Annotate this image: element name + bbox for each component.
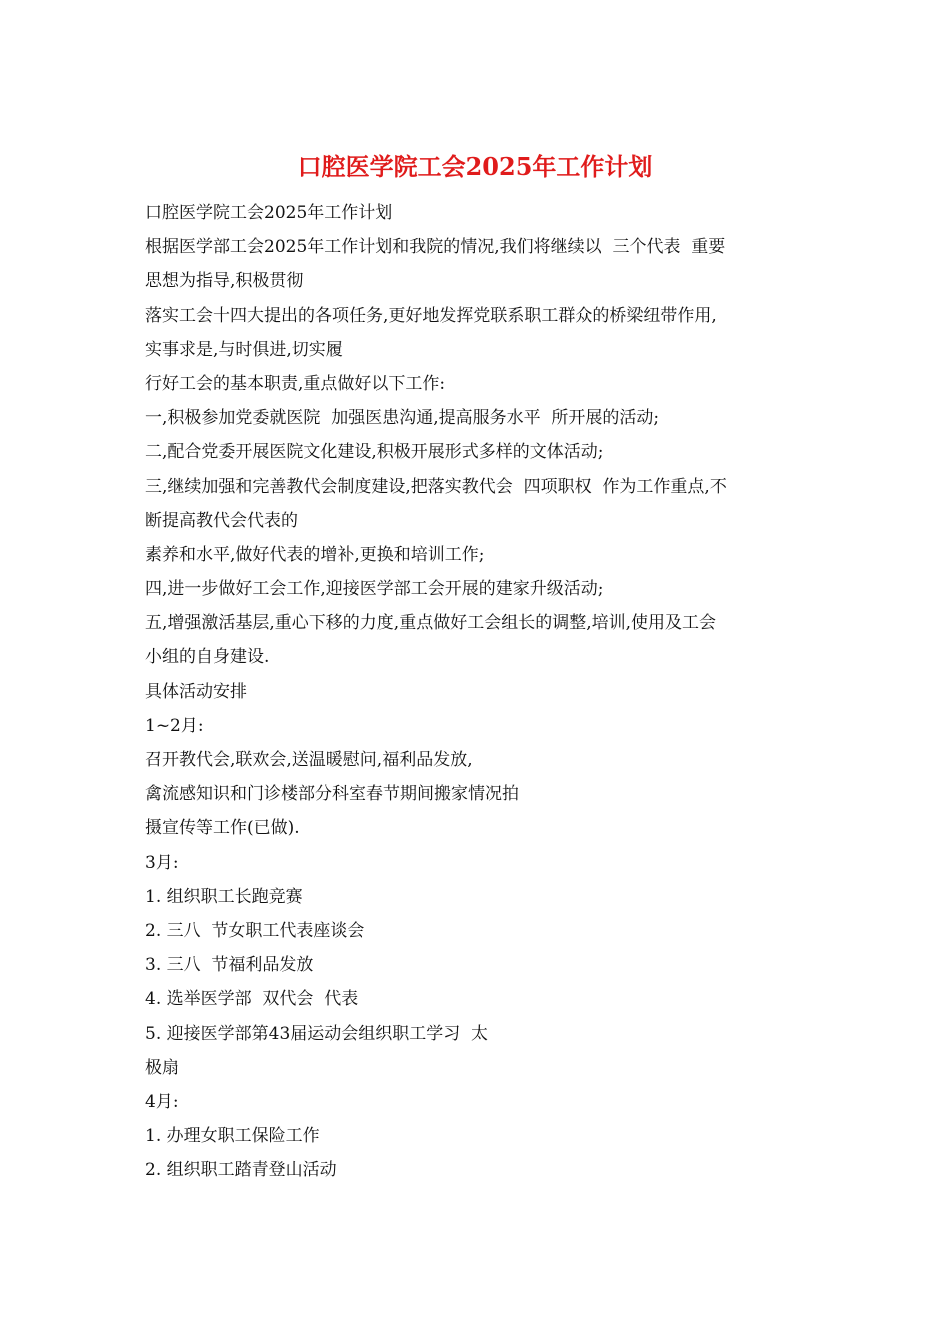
- body-line: 口腔医学院工会2025年工作计划: [145, 203, 393, 223]
- body-line: 1. 组织职工长跑竞赛: [145, 886, 303, 907]
- body-line: 1. 办理女职工保险工作: [145, 1126, 320, 1147]
- body-line: 一,积极参加党委就医院 加强医患沟通,提高服务水平 所开展的活动;: [145, 408, 660, 429]
- body-line: 2. 三八 节女职工代表座谈会: [145, 920, 365, 941]
- body-line: 极扇: [145, 1057, 179, 1078]
- body-line: 素养和水平,做好代表的增补,更换和培训工作;: [145, 544, 485, 565]
- document-title: 口腔医学院工会2025年工作计划: [297, 152, 653, 181]
- body-line: 行好工会的基本职责,重点做好以下工作:: [145, 373, 446, 394]
- body-line: 2. 组织职工踏青登山活动: [145, 1160, 337, 1181]
- body-line: 4. 选举医学部 双代会 代表: [145, 989, 359, 1010]
- body-line: 3. 三八 节福利品发放: [145, 955, 314, 976]
- body-line: 落实工会十四大提出的各项任务,更好地发挥党联系职工群众的桥梁纽带作用,: [145, 305, 717, 326]
- body-line: 根据医学部工会2025年工作计划和我院的情况,我们将继续以 三个代表 重要: [145, 237, 726, 258]
- body-line: 5. 迎接医学部第43届运动会组织职工学习 太: [145, 1023, 489, 1044]
- body-line: 思想为指导,积极贯彻: [145, 271, 304, 292]
- body-line: 小组的自身建设.: [145, 647, 270, 668]
- body-line: 1~2月:: [145, 715, 204, 736]
- body-line: 四,进一步做好工会工作,迎接医学部工会开展的建家升级活动;: [145, 579, 604, 600]
- body-line: 4月:: [145, 1091, 179, 1112]
- body-line: 禽流感知识和门诊楼部分科室春节期间搬家情况拍: [145, 784, 519, 805]
- body-line: 摄宣传等工作(已做).: [145, 818, 300, 839]
- body-line: 二,配合党委开展医院文化建设,积极开展形式多样的文体活动;: [145, 442, 604, 463]
- document-body: [145, 196, 825, 1187]
- body-line: 3月:: [145, 852, 179, 873]
- body-line: 具体活动安排: [145, 681, 247, 702]
- body-line: 五,增强激活基层,重心下移的力度,重点做好工会组长的调整,培训,使用及工会: [145, 613, 717, 634]
- body-line: 召开教代会,联欢会,送温暖慰问,福利品发放,: [145, 750, 473, 770]
- body-line: 断提高教代会代表的: [145, 510, 298, 531]
- body-line: 实事求是,与时俱进,切实履: [145, 339, 343, 360]
- body-line: 三,继续加强和完善教代会制度建设,把落实教代会 四项职权 作为工作重点,不: [145, 476, 727, 497]
